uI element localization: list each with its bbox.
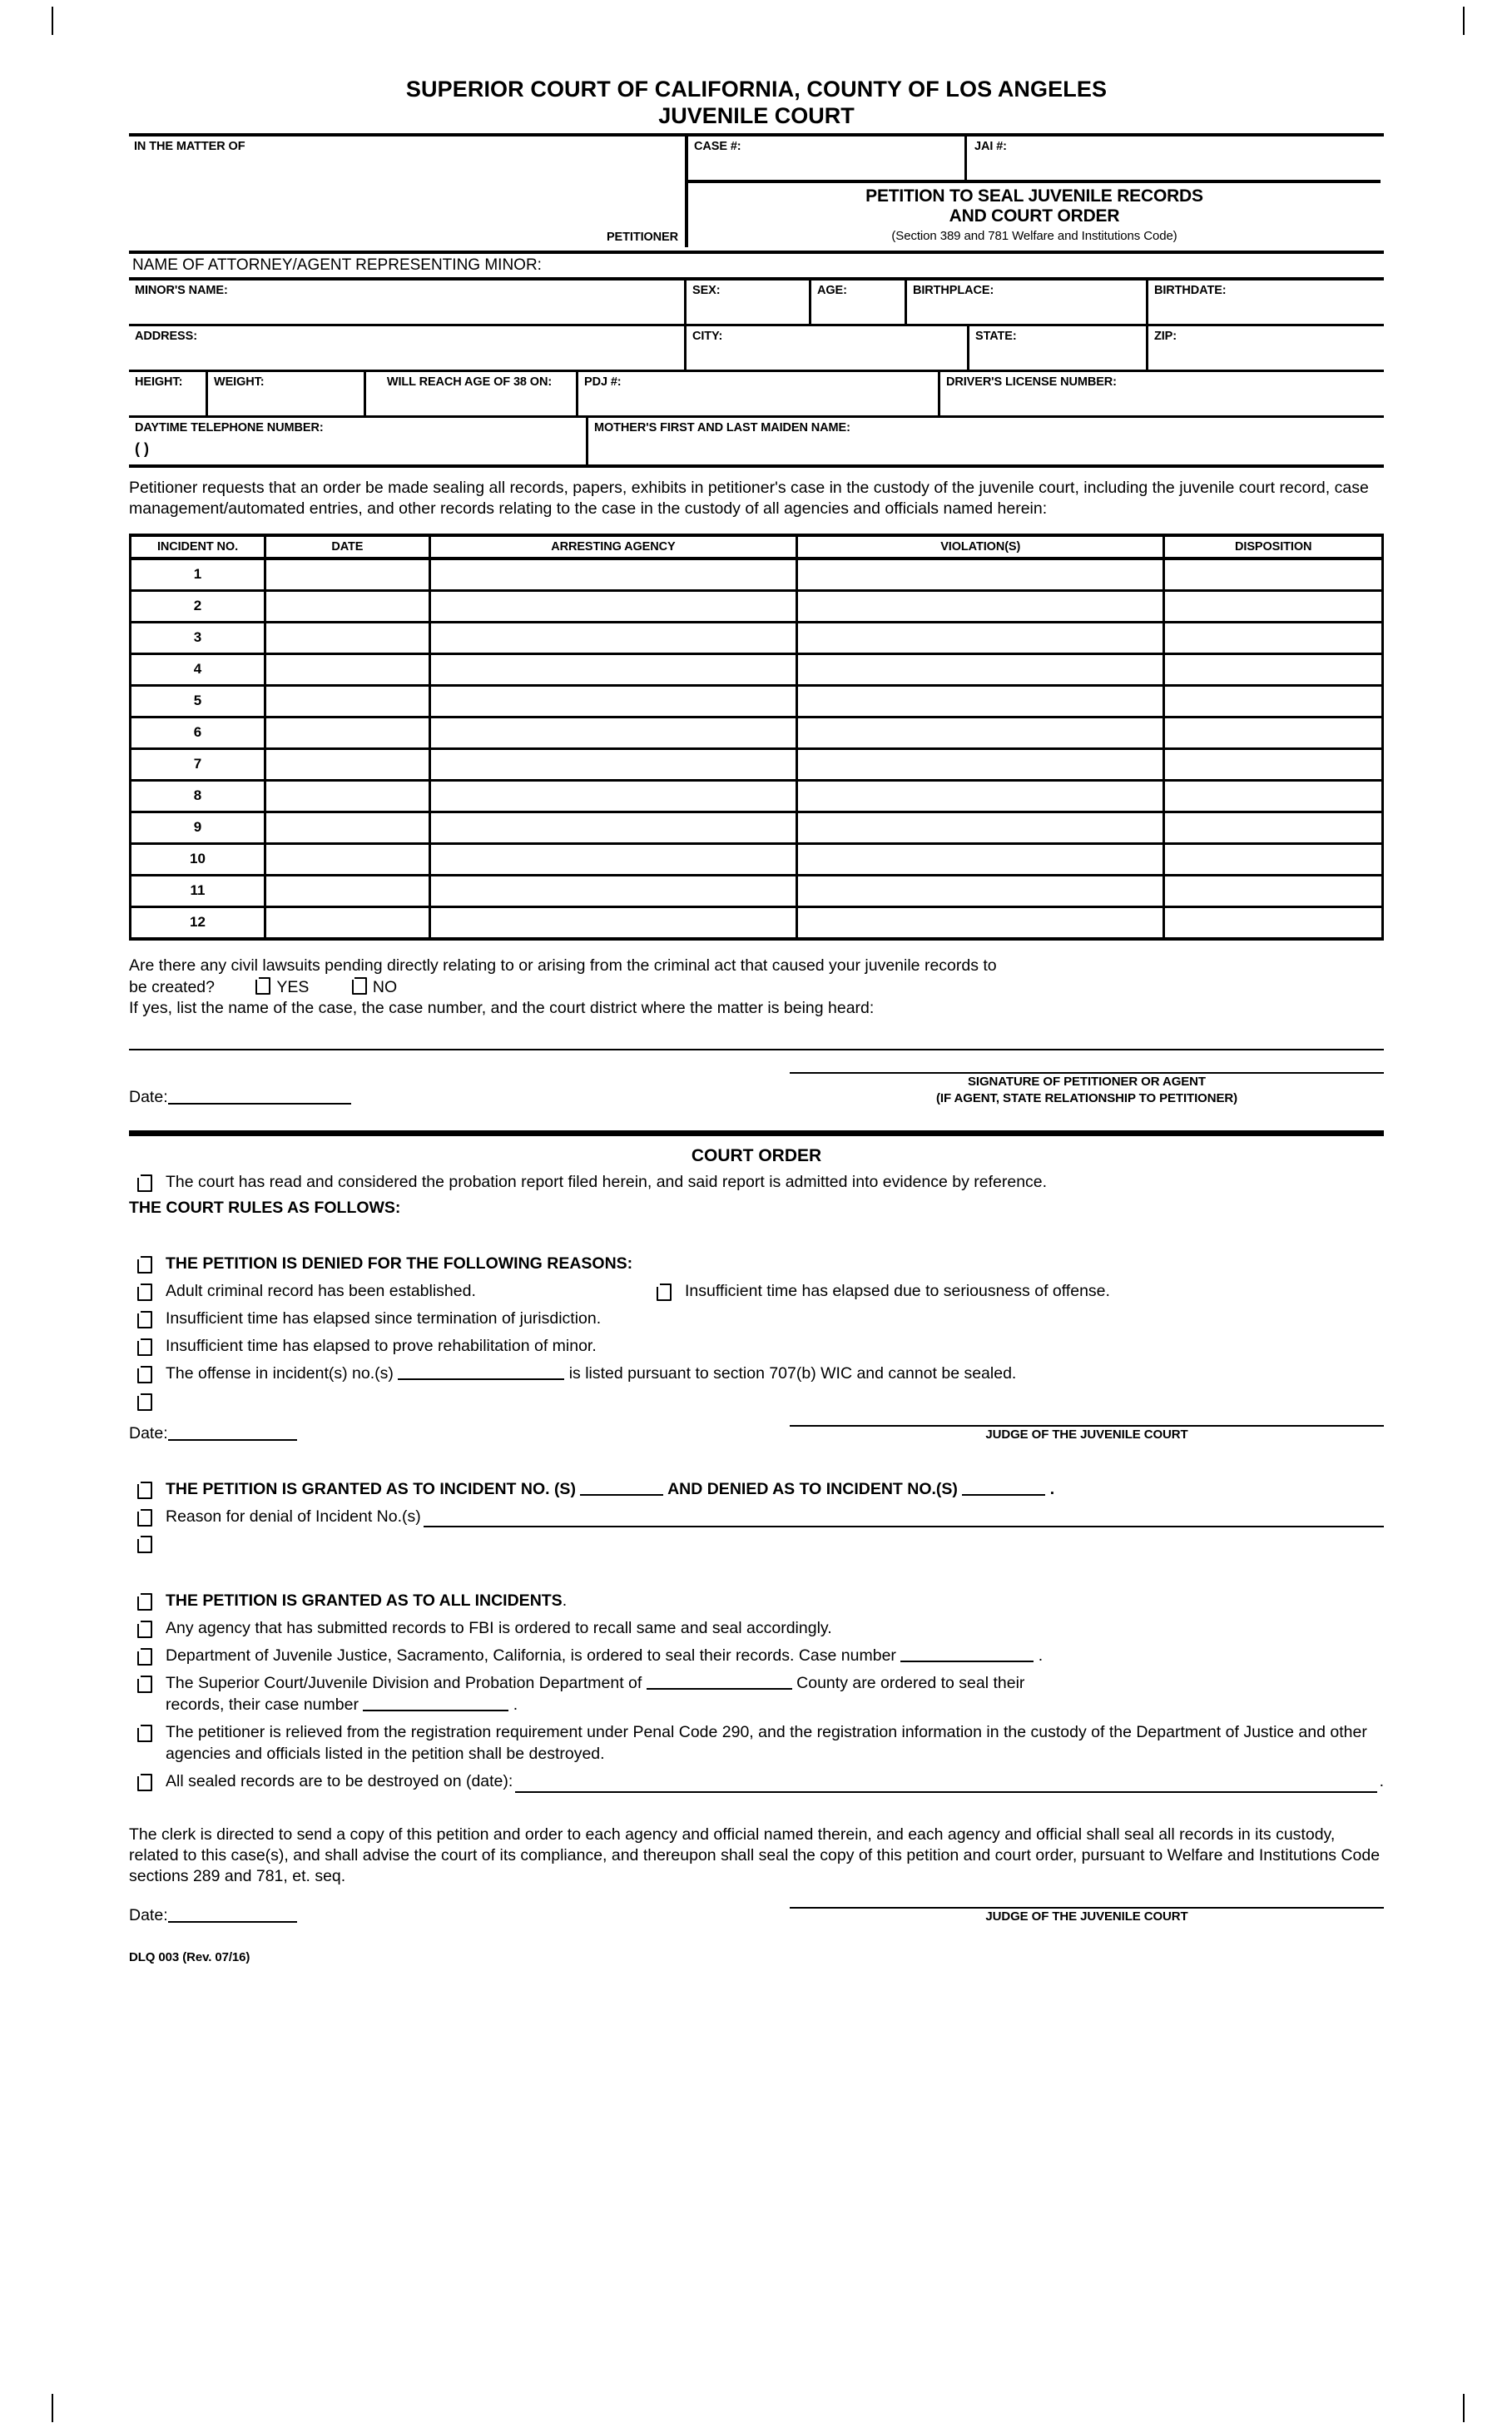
granted-item-3-mid: County are ordered to seal their [796,1674,1025,1693]
sex-label: SEX: [692,283,721,297]
incident-table [129,534,1384,941]
checkbox-icon[interactable] [137,1621,152,1638]
table-row [131,653,1383,685]
form-sheet [129,77,1384,1964]
civil-question-line1: Are there any civil lawsuits pending directly relating to or arising from the criminal act that caused your juvenile records to [129,956,997,975]
civil-question-line2 [129,977,1384,999]
petitioner-signature-caption-2: (IF AGENT, STATE RELATIONSHIP TO PETITIONER) [935,1091,1237,1106]
address-label: ADDRESS: [135,329,197,343]
city-label: CITY: [692,329,723,343]
civil-lawsuit-question [129,956,1384,1051]
column-header-arresting-agency: ARRESTING AGENCY [429,535,796,559]
pdj-number-label: PDJ #: [584,375,622,389]
denial-date-field[interactable] [129,1424,297,1443]
checkbox-icon[interactable] [137,1774,152,1791]
table-row [131,906,1383,939]
request-paragraph: Petitioner requests that an order be made sealing all records, papers, exhibits in petitioner's case in the custody of the juvenile court, including the juvenile court record, case management/automated entries, and other records relating to the case in the custody of all agencies and officials named herein: [129,478,1369,518]
date-cell[interactable] [265,717,430,748]
violations-cell[interactable] [797,843,1164,875]
birthplace-field[interactable] [907,281,1148,324]
petitioner-date-label: Date: [129,1088,168,1107]
table-row [131,780,1383,812]
document-title-line2: AND COURT ORDER [949,206,1120,226]
denial-judge-caption: JUDGE OF THE JUVENILE COURT [985,1427,1188,1442]
denied-reason-row-other[interactable] [129,1391,1384,1413]
date-cell[interactable] [265,559,430,591]
incident-no-cell: 2 [131,590,265,622]
disposition-cell[interactable] [1164,843,1383,875]
height-label: HEIGHT: [135,375,183,389]
incident-no-cell: 10 [131,843,265,875]
date-cell[interactable] [265,843,430,875]
mothers-maiden-name-field[interactable] [588,418,1384,464]
arresting-agency-cell[interactable] [429,906,796,939]
date-cell[interactable] [265,812,430,843]
violations-cell[interactable] [797,653,1164,685]
crop-mark-bottom-right [1463,2394,1465,2422]
sex-field[interactable] [687,281,811,324]
disposition-cell[interactable] [1164,590,1383,622]
incident-no-cell: 3 [131,622,265,653]
granted-all-line[interactable] [129,1591,1384,1612]
table-row [131,717,1383,748]
final-date-label: Date: [129,1905,168,1924]
granted-partial-prefix: THE PETITION IS GRANTED AS TO INCIDENT NO. (S) [166,1479,576,1498]
date-cell[interactable] [265,653,430,685]
denial-date-label: Date: [129,1423,168,1442]
state-label: STATE: [975,329,1017,343]
minor-info-fieldset [129,277,1384,464]
weight-field[interactable] [208,372,366,415]
denial-judge-signature-block [129,1424,1384,1443]
denial-date-line[interactable] [168,1424,297,1441]
table-row [131,875,1383,906]
petition-denied-heading-line[interactable] [129,1254,1384,1275]
mothers-maiden-name-label: MOTHER'S FIRST AND LAST MAIDEN NAME: [594,420,850,434]
denied-reason-5-text [166,1363,1384,1385]
checkbox-icon[interactable] [137,1509,152,1527]
case-number-cell[interactable] [688,137,967,180]
civil-answer-write-in-line[interactable] [129,1048,1384,1050]
daytime-telephone-field[interactable] [129,418,588,464]
violations-cell[interactable] [797,685,1164,717]
pdj-number-field[interactable] [578,372,940,415]
petitioner-signature-block [129,1072,1384,1107]
denial-judge-signature-area[interactable] [790,1425,1384,1443]
checkbox-icon[interactable] [137,1311,152,1328]
granted-partial-text [166,1479,1384,1501]
daytime-telephone-label: DAYTIME TELEPHONE NUMBER: [135,420,324,434]
denied-reason-5-incident-blank[interactable] [398,1363,564,1380]
date-cell[interactable] [265,685,430,717]
table-row [131,559,1383,591]
arresting-agency-cell[interactable] [429,812,796,843]
reason-for-denial-write-in-line[interactable] [424,1511,1384,1527]
document-title-cell [688,183,1381,251]
checkbox-icon[interactable] [137,1648,152,1666]
date-cell[interactable] [265,622,430,653]
contact-row [129,415,1384,464]
birthdate-label: BIRTHDATE: [1154,283,1227,297]
checkbox-icon[interactable] [352,977,367,995]
incident-table-head [131,535,1383,559]
final-judge-caption: JUDGE OF THE JUVENILE COURT [985,1909,1188,1924]
form-number: DLQ 003 (Rev. 07/16) [129,1949,250,1964]
height-field[interactable] [129,372,208,415]
arresting-agency-cell[interactable] [429,685,796,717]
telephone-area-code-parens: ( ) [135,439,149,457]
case-title-cell [688,137,1381,251]
table-row [131,590,1383,622]
crop-mark-bottom-left [52,2394,53,2422]
drivers-license-label: DRIVER'S LICENSE NUMBER: [946,375,1117,389]
table-row [131,748,1383,780]
disposition-cell[interactable] [1164,622,1383,653]
petitioner-signature-area[interactable] [790,1072,1384,1107]
checkbox-icon[interactable] [137,1482,152,1499]
court-rules-heading: THE COURT RULES AS FOLLOWS: [129,1199,401,1218]
reason-for-denial-line[interactable] [129,1507,1384,1528]
disposition-cell[interactable] [1164,906,1383,939]
column-header-date: DATE [265,535,430,559]
final-date-line[interactable] [168,1906,297,1923]
petitioner-date-field[interactable] [129,1086,351,1107]
incident-table-header-row [131,535,1383,559]
petitioner-label: PETITIONER [606,230,678,244]
reason-for-denial-extra-line[interactable] [129,1533,1384,1555]
age-field[interactable] [811,281,907,324]
petitioner-signature-caption-1: SIGNATURE OF PETITIONER OR AGENT [968,1075,1206,1090]
granted-item-4-line2: custody of the Department of Justice and other agencies and officials listed in the petition shall be destroyed. [166,1723,1367,1763]
arresting-agency-cell[interactable] [429,780,796,812]
checkbox-icon[interactable] [137,1393,152,1411]
final-judge-signature-area[interactable] [790,1907,1384,1925]
civil-question-line3: If yes, list the name of the case, the case number, and the court district where the matter is being heard: [129,999,875,1018]
court-name-line2: JUVENILE COURT [658,102,855,128]
county-case-number-blank[interactable] [363,1695,508,1711]
crop-mark-top-right [1463,7,1465,35]
court-name-line1: SUPERIOR COURT OF CALIFORNIA, COUNTY OF LOS ANGELES [405,77,1108,102]
incident-no-cell: 8 [131,780,265,812]
incident-no-cell: 5 [131,685,265,717]
date-cell[interactable] [265,748,430,780]
granted-item-4-line[interactable] [129,1722,1384,1765]
incident-no-cell: 9 [131,812,265,843]
caption-block [129,133,1384,251]
denied-reason-5-suffix: is listed pursuant to section 707(b) WIC and cannot be sealed. [568,1363,1017,1383]
granted-item-2-prefix: Department of Juvenile Justice, Sacramento, California, is ordered to seal their records. Case number [166,1646,896,1666]
court-order-divider [129,1130,1384,1136]
violations-cell[interactable] [797,875,1164,906]
denied-reason-row-1[interactable] [129,1281,1384,1303]
incident-no-cell: 11 [131,875,265,906]
granted-item-5-line[interactable] [129,1771,1384,1793]
granted-item-5-prefix: All sealed records are to be destroyed on (date): [166,1771,513,1790]
column-header-disposition: DISPOSITION [1164,535,1383,559]
petitioner-date-line[interactable] [168,1086,351,1105]
arresting-agency-cell[interactable] [429,653,796,685]
civil-yes-label: YES [276,977,310,996]
disposition-cell[interactable] [1164,875,1383,906]
civil-question-options [255,978,435,996]
arresting-agency-cell[interactable] [429,748,796,780]
incident-table-body [131,559,1383,939]
denied-reason-4-text: Insufficient time has elapsed to prove rehabilitation of minor. [166,1336,597,1355]
destroy-date-blank[interactable] [515,1776,1376,1793]
disposition-cell[interactable] [1164,780,1383,812]
date-cell[interactable] [265,875,430,906]
incident-no-cell: 12 [131,906,265,939]
checkbox-icon[interactable] [137,1676,152,1693]
denied-reason-row-3[interactable] [129,1308,1384,1330]
minor-info-bottom-rule [129,464,1384,468]
document-title-line1: PETITION TO SEAL JUVENILE RECORDS [865,186,1203,206]
granted-item-2-line[interactable] [129,1646,1384,1667]
violations-cell[interactable] [797,559,1164,591]
in-the-matter-of-label: IN THE MATTER OF [134,139,245,153]
arresting-agency-cell[interactable] [429,875,796,906]
checkbox-icon[interactable] [137,1256,152,1274]
violations-cell[interactable] [797,717,1164,748]
date-cell[interactable] [265,590,430,622]
incident-no-cell: 1 [131,559,265,591]
table-row [131,812,1383,843]
jai-number-label: JAI #: [974,139,1007,153]
violations-cell[interactable] [797,906,1164,939]
column-header-violations: VIOLATION(S) [797,535,1164,559]
checkbox-icon[interactable] [137,1536,152,1553]
in-the-matter-of-cell [129,137,688,247]
arresting-agency-cell[interactable] [429,622,796,653]
birthplace-label: BIRTHPLACE: [913,283,994,297]
clerk-instruction-paragraph: The clerk is directed to send a copy of this petition and order to each agency and official named therein, and each agency and official shall seal all records in its custody, related to this case(s), and shall advise the court of its compliance, and thereupon shall seal the copy of this petition and court order, pursuant to Welfare and Institutions Code sections 289 and 781, et. seq. [129,1825,1381,1886]
reason-for-denial-label: Reason for denial of Incident No.(s) [166,1507,421,1526]
crop-mark-top-left [52,7,53,35]
violations-cell[interactable] [797,812,1164,843]
table-row [131,843,1383,875]
violations-cell[interactable] [797,622,1164,653]
checkbox-icon[interactable] [137,1338,152,1356]
disposition-cell[interactable] [1164,559,1383,591]
jai-number-cell[interactable] [967,137,1381,180]
granted-item-1-text: Any agency that has submitted records to FBI is ordered to recall same and seal accordingly. [166,1619,832,1638]
granted-item-3-line2-prefix: records, their case number [166,1696,359,1715]
granted-partial-mid: AND DENIED AS TO INCIDENT NO.(S) [667,1479,958,1498]
violations-cell[interactable] [797,590,1164,622]
birthdate-field[interactable] [1148,281,1384,324]
granted-all-period: . [562,1591,568,1611]
arresting-agency-cell[interactable] [429,717,796,748]
state-field[interactable] [969,326,1148,370]
will-reach-age-label: WILL REACH AGE OF 38 ON: [386,375,553,389]
checkbox-icon[interactable] [137,1174,152,1192]
incident-no-cell: 4 [131,653,265,685]
granted-partial-period: . [1049,1479,1055,1498]
final-date-field[interactable] [129,1906,297,1925]
probation-report-text: The court has read and considered the probation report filed herein, and said report is admitted into evidence by reference. [166,1173,1048,1192]
denied-reason-3-text: Insufficient time has elapsed since termination of jurisdiction. [166,1308,602,1328]
court-order-heading: COURT ORDER [691,1146,822,1166]
denied-reason-1-text: Adult criminal record has been established. [166,1282,476,1301]
probation-report-checkbox-line[interactable] [129,1172,1384,1194]
granted-item-3-line[interactable] [129,1673,1384,1716]
granted-item-5-suffix: . [1379,1771,1384,1790]
case-number-label: CASE #: [694,139,741,153]
disposition-cell[interactable] [1164,812,1383,843]
granted-item-1-line[interactable] [129,1618,1384,1640]
disposition-cell[interactable] [1164,653,1383,685]
date-cell[interactable] [265,906,430,939]
violations-cell[interactable] [797,748,1164,780]
denied-reason-row-5[interactable] [129,1363,1384,1385]
will-reach-age-field[interactable] [366,372,578,415]
disposition-cell[interactable] [1164,685,1383,717]
address-field[interactable] [129,326,687,370]
petition-denied-heading: THE PETITION IS DENIED FOR THE FOLLOWING REASONS: [166,1254,633,1274]
address-row [129,324,1384,370]
date-cell[interactable] [265,780,430,812]
minors-name-field[interactable] [129,281,687,324]
civil-yes-option[interactable] [255,978,309,996]
arresting-agency-cell[interactable] [429,843,796,875]
zip-label: ZIP: [1154,329,1177,343]
checkbox-icon[interactable] [137,1284,152,1301]
arresting-agency-cell[interactable] [429,559,796,591]
denied-reason-5-prefix: The offense in incident(s) no.(s) [166,1363,394,1383]
document-subtitle: (Section 389 and 781 Welfare and Institutions Code) [891,228,1177,243]
drivers-license-field[interactable] [940,372,1384,415]
checkbox-icon[interactable] [255,977,270,995]
djj-case-number-blank[interactable] [900,1646,1034,1662]
table-row [131,622,1383,653]
age-label: AGE: [817,283,847,297]
violations-cell[interactable] [797,780,1164,812]
checkbox-icon[interactable] [137,1725,152,1742]
incident-no-cell: 7 [131,748,265,780]
checkbox-icon[interactable] [137,1366,152,1383]
physical-info-row [129,370,1384,415]
checkbox-icon[interactable] [137,1593,152,1611]
zip-field[interactable] [1148,326,1384,370]
granted-all-text: THE PETITION IS GRANTED AS TO ALL INCIDENTS [166,1591,563,1611]
county-name-blank[interactable] [647,1673,792,1690]
attorney-name-label: NAME OF ATTORNEY/AGENT REPRESENTING MINOR: [132,256,542,274]
civil-no-option[interactable] [352,978,397,996]
granted-item-2-suffix: . [1038,1646,1044,1666]
city-field[interactable] [687,326,969,370]
disposition-cell[interactable] [1164,748,1383,780]
checkbox-icon[interactable] [657,1284,672,1301]
granted-item-3-line2-suffix: . [513,1696,518,1715]
table-row [131,685,1383,717]
minor-name-row [129,281,1384,324]
granted-item-4-line1: The petitioner is relieved from the registration requirement under Penal Code 290, and the registration information in the [166,1723,1027,1741]
minors-name-label: MINOR'S NAME: [135,283,228,297]
denied-reason-2-text: Insufficient time has elapsed due to seriousness of offense. [685,1282,1110,1301]
civil-no-label: NO [372,977,398,996]
granted-incident-blank[interactable] [580,1479,663,1496]
denied-incident-blank[interactable] [962,1479,1045,1496]
column-header-incident-no: INCIDENT NO. [131,535,265,559]
granted-partial-line[interactable] [129,1479,1384,1501]
granted-item-3-prefix: The Superior Court/Juvenile Division and Probation Department of [166,1674,642,1693]
disposition-cell[interactable] [1164,717,1383,748]
civil-question-prefix: be created? [129,977,215,996]
weight-label: WEIGHT: [214,375,265,389]
denied-reason-row-4[interactable] [129,1336,1384,1358]
attorney-name-row[interactable] [129,251,1384,277]
final-judge-signature-block [129,1906,1384,1925]
arresting-agency-cell[interactable] [429,590,796,622]
incident-no-cell: 6 [131,717,265,748]
